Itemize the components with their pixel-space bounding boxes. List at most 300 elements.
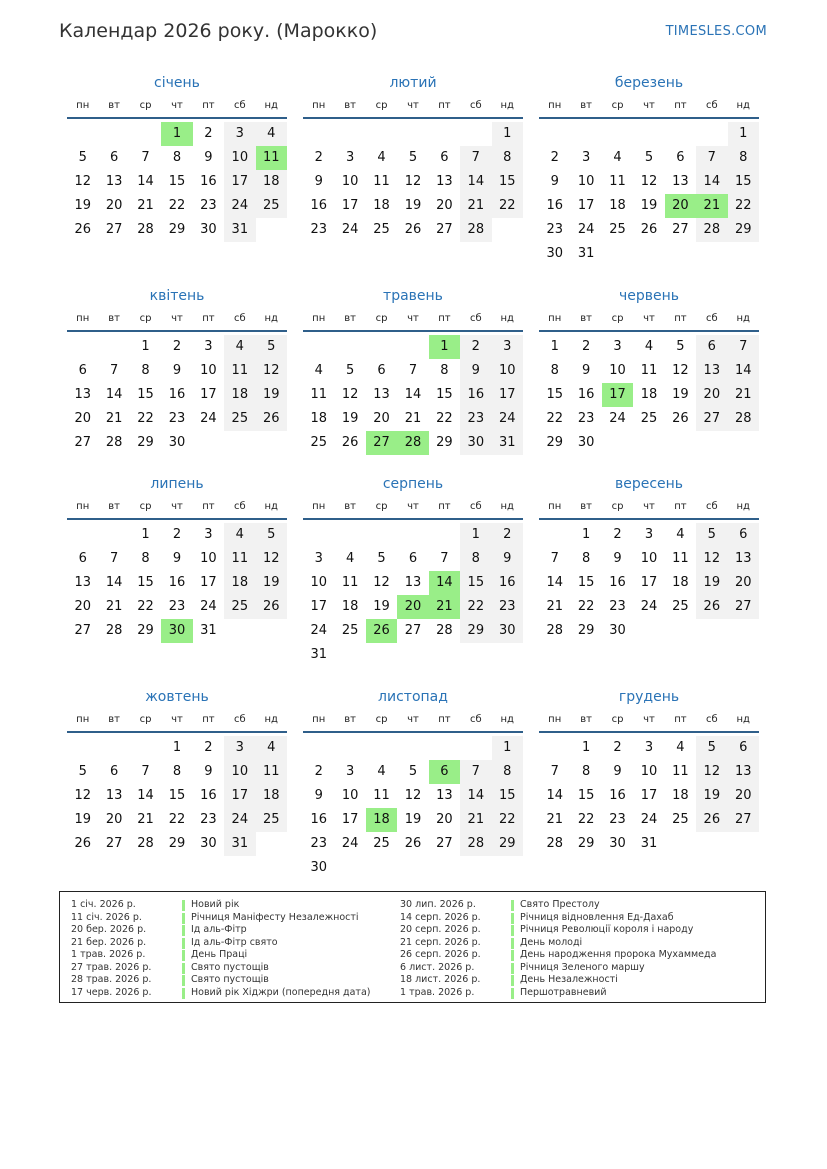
day-cell: 25 bbox=[640, 411, 658, 426]
day-cell: 11 bbox=[341, 575, 359, 590]
day-cell: 22 bbox=[168, 198, 186, 213]
legend-date: 14 серп. 2026 р. bbox=[400, 911, 481, 923]
day-cell: 8 bbox=[492, 760, 523, 784]
day-cell: 7 bbox=[728, 335, 759, 359]
legend-date: 18 лист. 2026 р. bbox=[400, 974, 481, 985]
month-name: квітень bbox=[149, 288, 205, 304]
weekday-label: чт bbox=[643, 501, 655, 512]
weekday-label: вт bbox=[344, 501, 356, 512]
day-cell: 28 bbox=[137, 222, 154, 237]
day-cell: 16 bbox=[168, 575, 186, 590]
day-cell: 28 bbox=[460, 832, 491, 856]
day-cell: 11 bbox=[672, 764, 689, 779]
day-cell: 21 bbox=[460, 194, 491, 218]
weekday-header bbox=[539, 711, 759, 733]
day-cell: 17 bbox=[224, 170, 255, 194]
day-grid bbox=[67, 335, 287, 455]
day-cell: 21 bbox=[137, 198, 154, 213]
holiday-day-cell: 28 bbox=[397, 431, 428, 455]
day-cell: 9 bbox=[204, 150, 213, 165]
day-cell: 10 bbox=[609, 363, 626, 378]
site-link[interactable]: TIMESLES.COM bbox=[665, 24, 767, 39]
weekday-label: нд bbox=[264, 714, 278, 725]
day-cell: 29 bbox=[546, 435, 563, 450]
day-cell: 25 bbox=[672, 599, 689, 614]
day-cell: 24 bbox=[609, 411, 626, 426]
day-cell: 9 bbox=[613, 764, 622, 779]
month-block bbox=[67, 686, 287, 856]
weekday-label: ср bbox=[139, 714, 152, 725]
day-cell: 6 bbox=[728, 523, 759, 547]
month-block bbox=[67, 473, 287, 643]
day-cell: 1 bbox=[141, 339, 150, 354]
day-cell: 18 bbox=[373, 198, 390, 213]
day-cell: 2 bbox=[550, 150, 559, 165]
day-cell: 28 bbox=[105, 435, 123, 450]
day-cell: 25 bbox=[224, 407, 255, 431]
holiday-marker bbox=[182, 988, 185, 999]
day-cell: 6 bbox=[440, 150, 449, 165]
day-cell: 20 bbox=[696, 383, 727, 407]
day-cell: 13 bbox=[105, 174, 123, 189]
holiday-day-cell: 21 bbox=[696, 194, 727, 218]
day-cell: 5 bbox=[676, 339, 685, 354]
legend-date: 27 трав. 2026 р. bbox=[71, 961, 152, 973]
weekday-label: сб bbox=[705, 501, 718, 512]
day-cell: 11 bbox=[640, 363, 658, 378]
weekday-label: пт bbox=[438, 501, 451, 512]
day-cell: 29 bbox=[137, 435, 154, 450]
day-cell: 4 bbox=[224, 335, 255, 359]
day-cell: 2 bbox=[172, 339, 182, 354]
month-name: грудень bbox=[618, 689, 680, 705]
day-cell: 5 bbox=[696, 736, 727, 760]
month-block bbox=[539, 285, 759, 455]
day-cell: 8 bbox=[460, 547, 491, 571]
weekday-label: пн bbox=[548, 100, 562, 111]
day-cell: 4 bbox=[256, 736, 287, 760]
weekday-label: ср bbox=[375, 501, 388, 512]
day-cell: 16 bbox=[200, 174, 217, 189]
legend-date: 1 січ. 2026 р. bbox=[71, 899, 136, 910]
holiday-marker bbox=[182, 913, 185, 924]
day-cell: 28 bbox=[696, 218, 727, 242]
weekday-label: сб bbox=[233, 313, 246, 324]
day-cell: 24 bbox=[224, 808, 255, 832]
day-cell: 21 bbox=[460, 808, 491, 832]
weekday-label: пт bbox=[202, 501, 215, 512]
day-cell: 30 bbox=[546, 246, 563, 261]
weekday-label: пт bbox=[202, 714, 215, 725]
day-cell: 28 bbox=[105, 623, 123, 638]
legend-holiday-name: Першотравневий bbox=[520, 986, 607, 998]
day-cell: 18 bbox=[672, 575, 689, 590]
day-cell: 5 bbox=[696, 523, 727, 547]
day-cell: 24 bbox=[492, 407, 523, 431]
month-block bbox=[303, 72, 523, 242]
day-cell: 4 bbox=[256, 122, 287, 146]
day-cell: 8 bbox=[172, 764, 182, 779]
day-cell: 6 bbox=[408, 551, 418, 566]
day-cell: 19 bbox=[256, 571, 287, 595]
day-cell: 12 bbox=[404, 174, 422, 189]
day-cell: 31 bbox=[492, 431, 523, 455]
day-cell: 26 bbox=[672, 411, 689, 426]
day-cell: 3 bbox=[644, 527, 654, 542]
holiday-day-cell: 11 bbox=[256, 146, 287, 170]
day-cell: 5 bbox=[644, 150, 654, 165]
day-cell: 20 bbox=[105, 198, 123, 213]
legend-holiday-name: Новий рік bbox=[191, 899, 240, 910]
day-cell: 30 bbox=[460, 431, 491, 455]
day-cell: 17 bbox=[341, 812, 359, 827]
holiday-day-cell: 6 bbox=[429, 760, 460, 784]
day-cell: 18 bbox=[224, 571, 255, 595]
day-cell: 12 bbox=[74, 174, 91, 189]
weekday-label: пт bbox=[438, 313, 451, 324]
day-cell: 24 bbox=[341, 836, 359, 851]
day-cell: 26 bbox=[404, 836, 422, 851]
day-cell: 19 bbox=[404, 198, 422, 213]
day-cell: 13 bbox=[105, 788, 123, 803]
day-cell: 22 bbox=[137, 599, 154, 614]
month-block bbox=[539, 473, 759, 643]
weekday-label: чт bbox=[407, 714, 419, 725]
weekday-label: чт bbox=[643, 313, 655, 324]
day-cell: 10 bbox=[200, 551, 217, 566]
weekday-label: ср bbox=[611, 714, 624, 725]
day-cell: 19 bbox=[640, 198, 658, 213]
day-cell: 13 bbox=[672, 174, 689, 189]
day-cell: 6 bbox=[696, 335, 727, 359]
day-cell: 20 bbox=[105, 812, 123, 827]
day-cell: 9 bbox=[172, 363, 182, 378]
legend-date: 1 трав. 2026 р. bbox=[71, 949, 146, 960]
month-block bbox=[303, 285, 523, 455]
day-grid bbox=[303, 122, 523, 242]
day-cell: 28 bbox=[546, 623, 563, 638]
day-cell: 6 bbox=[109, 764, 119, 779]
weekday-header bbox=[303, 498, 523, 520]
day-cell: 13 bbox=[436, 788, 453, 803]
day-cell: 13 bbox=[696, 359, 727, 383]
day-cell: 2 bbox=[613, 740, 622, 755]
day-cell: 7 bbox=[460, 146, 491, 170]
day-cell: 24 bbox=[640, 812, 658, 827]
day-cell: 23 bbox=[310, 836, 327, 851]
day-cell: 30 bbox=[577, 435, 595, 450]
weekday-label: ср bbox=[139, 501, 152, 512]
holiday-day-cell: 20 bbox=[665, 194, 696, 218]
day-cell: 31 bbox=[200, 623, 217, 638]
legend-date: 17 черв. 2026 р. bbox=[71, 986, 152, 998]
weekday-label: пт bbox=[202, 100, 215, 111]
legend-holiday-name: Ід аль-Фітр bbox=[191, 924, 247, 935]
day-cell: 5 bbox=[408, 150, 418, 165]
day-cell: 3 bbox=[204, 339, 213, 354]
day-cell: 27 bbox=[696, 407, 727, 431]
day-cell: 13 bbox=[74, 575, 91, 590]
day-cell: 11 bbox=[672, 551, 689, 566]
day-cell: 24 bbox=[310, 623, 327, 638]
day-cell: 16 bbox=[200, 788, 217, 803]
day-cell: 19 bbox=[373, 599, 390, 614]
day-cell: 24 bbox=[200, 411, 217, 426]
weekday-label: пн bbox=[312, 501, 326, 512]
day-cell: 23 bbox=[460, 407, 491, 431]
day-cell: 22 bbox=[728, 194, 759, 218]
legend-holiday-name: Річниця Зеленого маршу bbox=[520, 961, 645, 973]
weekday-label: пт bbox=[674, 501, 687, 512]
day-cell: 12 bbox=[74, 788, 91, 803]
day-cell: 8 bbox=[581, 764, 591, 779]
day-cell: 27 bbox=[74, 623, 91, 638]
day-cell: 6 bbox=[78, 551, 87, 566]
day-cell: 25 bbox=[373, 222, 390, 237]
day-cell: 4 bbox=[377, 150, 386, 165]
weekday-label: сб bbox=[705, 714, 718, 725]
weekday-label: нд bbox=[736, 501, 750, 512]
day-cell: 24 bbox=[640, 599, 658, 614]
day-cell: 7 bbox=[440, 551, 449, 566]
day-cell: 9 bbox=[314, 174, 323, 189]
day-cell: 30 bbox=[609, 836, 626, 851]
day-cell: 13 bbox=[436, 174, 453, 189]
day-cell: 23 bbox=[577, 411, 595, 426]
weekday-label: сб bbox=[233, 714, 246, 725]
day-cell: 7 bbox=[408, 363, 418, 378]
month-name: січень bbox=[154, 75, 200, 91]
weekday-label: пн bbox=[76, 501, 90, 512]
holiday-day-cell: 18 bbox=[366, 808, 397, 832]
day-cell: 27 bbox=[105, 222, 123, 237]
weekday-label: нд bbox=[500, 714, 514, 725]
holiday-day-cell: 27 bbox=[366, 431, 397, 455]
day-cell: 11 bbox=[224, 359, 255, 383]
month-name: травень bbox=[383, 288, 443, 304]
holiday-marker bbox=[511, 950, 514, 961]
day-cell: 2 bbox=[204, 740, 213, 755]
weekday-label: нд bbox=[264, 313, 278, 324]
day-cell: 31 bbox=[577, 246, 595, 261]
day-cell: 11 bbox=[373, 174, 390, 189]
day-cell: 8 bbox=[141, 363, 150, 378]
day-cell: 25 bbox=[373, 836, 390, 851]
day-cell: 12 bbox=[672, 363, 689, 378]
day-cell: 17 bbox=[640, 788, 658, 803]
day-cell: 25 bbox=[609, 222, 626, 237]
day-cell: 12 bbox=[256, 359, 287, 383]
weekday-label: вт bbox=[108, 313, 120, 324]
day-cell: 5 bbox=[408, 764, 418, 779]
weekday-label: пн bbox=[76, 100, 90, 111]
legend-holiday-name: День Незалежності bbox=[520, 974, 618, 985]
weekday-header bbox=[539, 498, 759, 520]
day-cell: 27 bbox=[436, 222, 453, 237]
holiday-marker bbox=[511, 963, 514, 974]
day-cell: 16 bbox=[168, 387, 186, 402]
day-cell: 14 bbox=[728, 359, 759, 383]
day-cell: 7 bbox=[696, 146, 727, 170]
day-cell: 23 bbox=[200, 198, 217, 213]
legend-holiday-name: Свято пустощів bbox=[191, 961, 269, 973]
day-cell: 20 bbox=[728, 571, 759, 595]
day-cell: 23 bbox=[609, 812, 626, 827]
day-cell: 19 bbox=[74, 198, 91, 213]
legend-holiday-name: День Праці bbox=[191, 949, 248, 960]
holiday-marker bbox=[511, 988, 514, 999]
day-cell: 7 bbox=[109, 363, 119, 378]
day-cell: 21 bbox=[137, 812, 154, 827]
day-cell: 7 bbox=[460, 760, 491, 784]
day-cell: 15 bbox=[577, 575, 595, 590]
day-cell: 30 bbox=[168, 435, 186, 450]
day-cell: 12 bbox=[696, 760, 727, 784]
day-cell: 8 bbox=[440, 363, 449, 378]
day-cell: 13 bbox=[728, 547, 759, 571]
day-cell: 11 bbox=[373, 788, 390, 803]
day-cell: 23 bbox=[168, 411, 186, 426]
weekday-label: нд bbox=[500, 501, 514, 512]
month-block bbox=[67, 285, 287, 455]
day-cell: 15 bbox=[137, 387, 154, 402]
holiday-day-cell: 20 bbox=[397, 595, 428, 619]
weekday-label: сб bbox=[469, 313, 482, 324]
day-cell: 26 bbox=[74, 836, 91, 851]
day-grid bbox=[303, 523, 523, 667]
day-cell: 22 bbox=[460, 595, 491, 619]
legend-date: 21 бер. 2026 р. bbox=[71, 936, 147, 948]
day-cell: 6 bbox=[377, 363, 386, 378]
day-cell: 16 bbox=[577, 387, 595, 402]
holiday-marker bbox=[182, 975, 185, 986]
day-cell: 4 bbox=[224, 523, 255, 547]
day-cell: 8 bbox=[172, 150, 182, 165]
weekday-header bbox=[67, 498, 287, 520]
day-cell: 11 bbox=[256, 760, 287, 784]
day-cell: 13 bbox=[728, 760, 759, 784]
day-cell: 29 bbox=[436, 435, 453, 450]
day-cell: 3 bbox=[492, 335, 523, 359]
day-cell: 1 bbox=[492, 122, 523, 146]
weekday-label: вт bbox=[580, 714, 592, 725]
day-cell: 4 bbox=[613, 150, 622, 165]
day-cell: 17 bbox=[577, 198, 595, 213]
legend-holiday-name: День народження пророка Мухаммеда bbox=[520, 949, 717, 960]
weekday-header bbox=[303, 310, 523, 332]
weekday-label: чт bbox=[407, 501, 419, 512]
day-cell: 26 bbox=[696, 595, 727, 619]
day-cell: 26 bbox=[341, 435, 359, 450]
day-cell: 28 bbox=[728, 407, 759, 431]
day-cell: 16 bbox=[310, 812, 327, 827]
holiday-marker bbox=[182, 925, 185, 936]
day-cell: 4 bbox=[314, 363, 323, 378]
weekday-label: ср bbox=[611, 100, 624, 111]
day-cell: 10 bbox=[640, 551, 658, 566]
day-cell: 2 bbox=[460, 335, 491, 359]
day-cell: 31 bbox=[640, 836, 658, 851]
holiday-day-cell: 14 bbox=[429, 571, 460, 595]
holiday-marker bbox=[511, 913, 514, 924]
day-grid bbox=[67, 736, 287, 856]
legend-date: 6 лист. 2026 р. bbox=[400, 961, 475, 973]
day-cell: 10 bbox=[577, 174, 595, 189]
day-cell: 30 bbox=[200, 836, 217, 851]
day-cell: 14 bbox=[546, 788, 563, 803]
day-cell: 20 bbox=[373, 411, 390, 426]
legend-date: 11 січ. 2026 р. bbox=[71, 911, 142, 923]
weekday-label: пн bbox=[312, 714, 326, 725]
weekday-label: чт bbox=[171, 501, 183, 512]
day-cell: 21 bbox=[404, 411, 422, 426]
day-cell: 18 bbox=[256, 170, 287, 194]
day-cell: 18 bbox=[224, 383, 255, 407]
day-cell: 22 bbox=[577, 812, 595, 827]
day-cell: 8 bbox=[550, 363, 559, 378]
day-cell: 2 bbox=[204, 126, 213, 141]
weekday-label: пт bbox=[202, 313, 215, 324]
weekday-header bbox=[303, 97, 523, 119]
day-cell: 9 bbox=[550, 174, 559, 189]
day-cell: 17 bbox=[200, 387, 217, 402]
day-cell: 22 bbox=[492, 194, 523, 218]
weekday-label: чт bbox=[171, 714, 183, 725]
day-cell: 9 bbox=[581, 363, 591, 378]
day-cell: 22 bbox=[168, 812, 186, 827]
day-cell: 8 bbox=[728, 146, 759, 170]
page-title: Календар 2026 року. (Марокко) bbox=[59, 20, 378, 42]
weekday-label: чт bbox=[643, 714, 655, 725]
day-cell: 26 bbox=[256, 407, 287, 431]
weekday-label: нд bbox=[736, 100, 750, 111]
day-cell: 31 bbox=[310, 647, 327, 662]
day-cell: 19 bbox=[672, 387, 689, 402]
day-cell: 17 bbox=[200, 575, 217, 590]
day-grid bbox=[539, 736, 759, 856]
day-cell: 6 bbox=[109, 150, 119, 165]
day-cell: 24 bbox=[200, 599, 217, 614]
day-cell: 28 bbox=[460, 218, 491, 242]
day-cell: 27 bbox=[672, 222, 689, 237]
day-cell: 10 bbox=[492, 359, 523, 383]
legend-holiday-name: Ід аль-Фітр свято bbox=[191, 936, 278, 948]
day-cell: 25 bbox=[310, 435, 327, 450]
day-cell: 20 bbox=[436, 198, 453, 213]
month-name: жовтень bbox=[145, 689, 209, 705]
day-cell: 27 bbox=[728, 595, 759, 619]
day-cell: 2 bbox=[314, 764, 323, 779]
weekday-label: вт bbox=[580, 501, 592, 512]
day-cell: 9 bbox=[204, 764, 213, 779]
day-cell: 7 bbox=[550, 551, 559, 566]
day-grid bbox=[303, 736, 523, 880]
day-cell: 21 bbox=[546, 599, 563, 614]
day-cell: 12 bbox=[404, 788, 422, 803]
day-cell: 25 bbox=[256, 808, 287, 832]
weekday-label: сб bbox=[469, 100, 482, 111]
legend-date: 21 серп. 2026 р. bbox=[400, 936, 481, 948]
legend-holiday-name: Новий рік Хіджри (попередня дата) bbox=[191, 986, 371, 998]
day-cell: 10 bbox=[200, 363, 217, 378]
day-cell: 15 bbox=[460, 571, 491, 595]
legend-holiday-name: День молоді bbox=[520, 936, 583, 948]
legend-holiday-name: Річниця відновлення Ед-Дахаб bbox=[520, 911, 674, 923]
day-cell: 20 bbox=[74, 599, 91, 614]
day-cell: 4 bbox=[377, 764, 386, 779]
legend-date: 30 лип. 2026 р. bbox=[400, 899, 476, 910]
day-cell: 10 bbox=[341, 788, 359, 803]
